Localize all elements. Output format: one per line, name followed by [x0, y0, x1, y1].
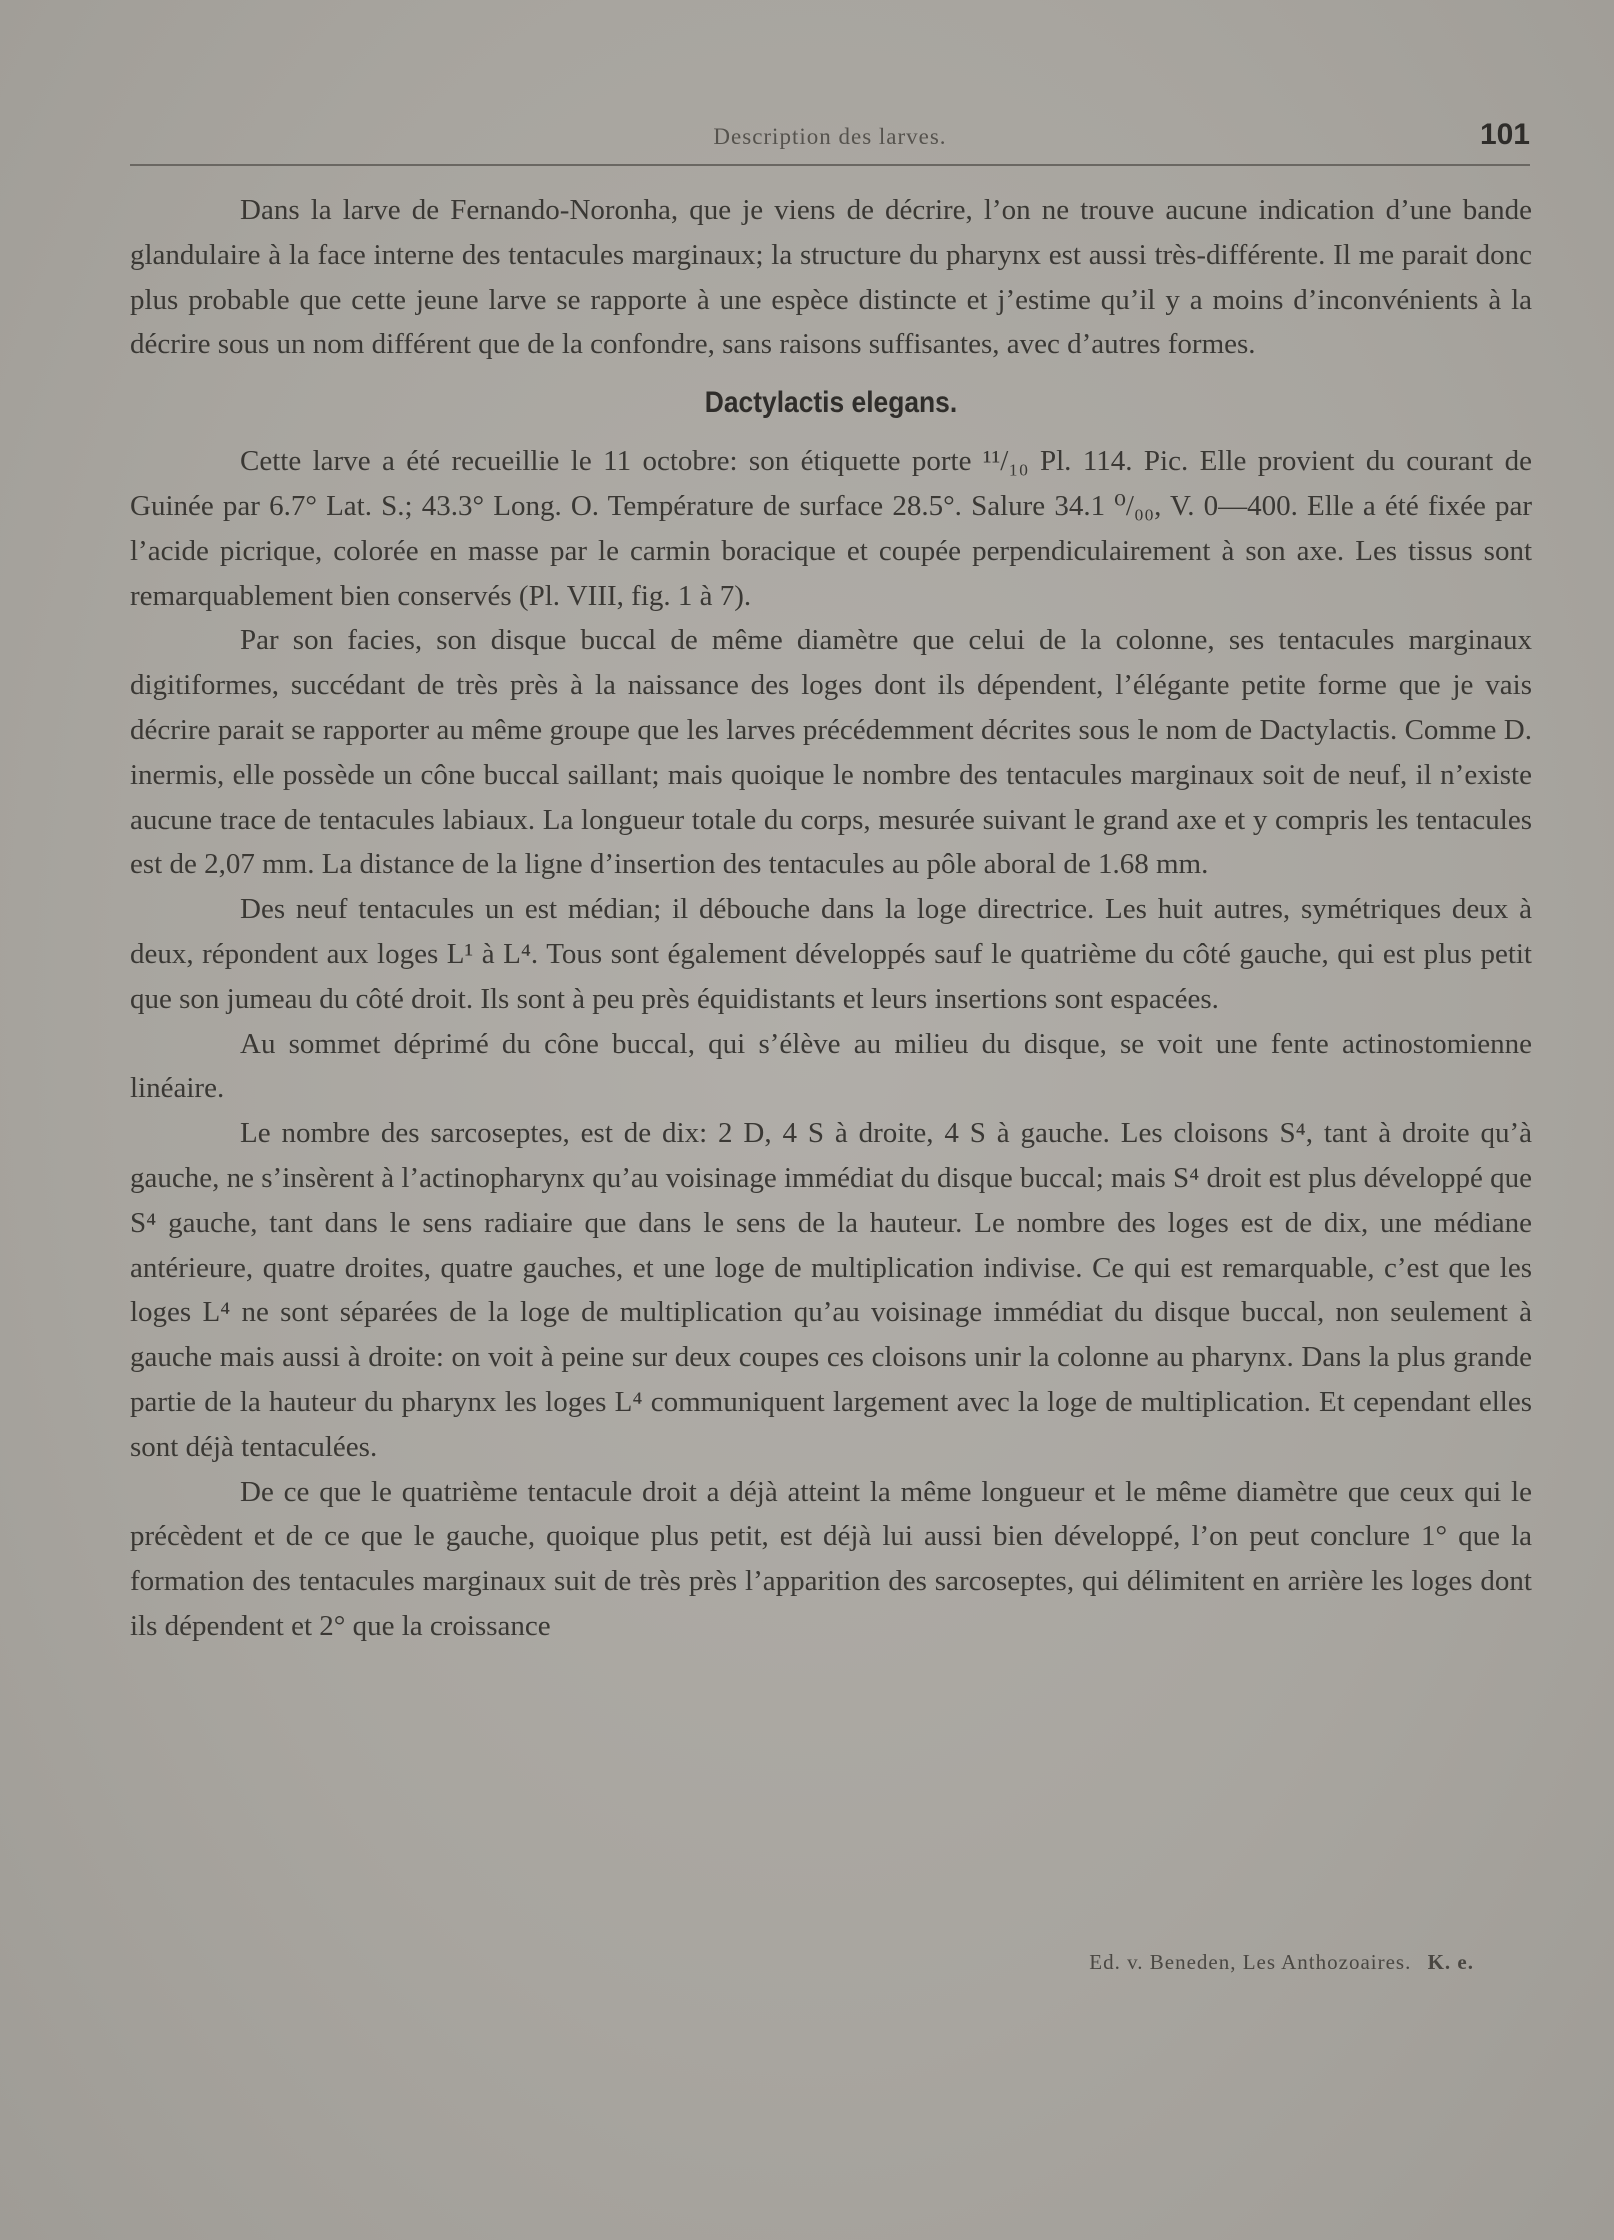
body-text	[130, 188, 1532, 1649]
signature-mark: K. e.	[1427, 1950, 1474, 1974]
page-header	[130, 118, 1530, 166]
footer-citation-line	[1089, 1950, 1474, 1975]
paragraph-4: Des neuf tentacules un est médian; il débouche dans la loge directrice. Les huit autres, symétriques deux à deux, répondent aux loges L¹ à L⁴. Tous sont également développés sauf le quatrième du côté gauche, qui est plus petit que son jumeau du côté droit. Ils sont à peu près équidistants et leurs insertions sont espacées.	[130, 893, 1532, 1015]
page-number: 101	[1479, 118, 1530, 151]
paragraph-7: De ce que le quatrième tentacule droit a déjà atteint la même longueur et le même diamètre que ceux qui le précèdent et de ce que le gauche, quoique plus petit, est déjà lui aussi bien développé, l’on peut conclure 1° que la formation des tentacules marginaux suit de très près l’apparition des sarcoseptes, qui délimitent en arrière les loges dont ils dépendent et 2° que la croissance	[130, 1475, 1532, 1642]
paragraph-6: Le nombre des sarcoseptes, est de dix: 2 D, 4 S à droite, 4 S à gauche. Les cloisons S⁴, tant à droite qu’à gauche, ne s’insèrent à l’actinopharynx qu’au voisinage immédiat du disque buccal; mais S⁴ droit est plus développé que S⁴ gauche, tant dans le sens radiaire que dans le sens de la hauteur. Le nombre des loges est de dix, une médiane antérieure, quatre droites, quatre gauches, et une loge de multiplication indivise. Ce qui est remarquable, c’est que les loges L⁴ ne sont séparées de la loge de multiplication qu’au voisinage immédiat du disque buccal, non seulement à gauche mais aussi à droite: on voit à peine sur deux coupes ces cloisons unir la colonne au pharynx. Dans la plus grande partie de la hauteur du pharynx les loges L⁴ communiquent largement avec la loge de multiplication. Et cependant elles sont déjà tentaculées.	[130, 1117, 1532, 1463]
paragraph-3: Par son facies, son disque buccal de même diamètre que celui de la colonne, ses tentacules marginaux digitiformes, succédant de très près à la naissance des loges dont ils dépendent, l’élégante petite forme que je vais décrire parait se rapporter au même groupe que les larves précédemment décrites sous le nom de Dactylactis. Comme D. inermis, elle possède un cône buccal saillant; mais quoique le nombre des tentacules marginaux soit de neuf, il n’existe aucune trace de tentacules labiaux. La longueur totale du corps, mesurée suivant le grand axe et y compris les tentacules est de 2,07 mm. La distance de la ligne d’insertion des tentacules au pôle aboral de 1.68 mm.	[130, 624, 1532, 881]
section-heading: Dactylactis elegans.	[704, 386, 958, 420]
footer-citation: Ed. v. Beneden, Les Anthozoaires.	[1089, 1950, 1412, 1974]
running-title: Description des larves.	[713, 124, 947, 149]
paragraph-2: Cette larve a été recueillie le 11 octobre: son étiquette porte ¹¹/₁₀ Pl. 114. Pic. Elle provient du courant de Guinée par 6.7° Lat. S.; 43.3° Long. O. Température de surface 28.5°. Salure 34.1 ⁰/₀₀, V. 0—400. Elle a été fixée par l’acide picrique, colorée en masse par le carmin boracique et coupée perpendiculairement à son axe. Les tissus sont remarquablement bien conservés (Pl. VIII, fig. 1 à 7).	[130, 445, 1532, 612]
paragraph-5: Au sommet déprimé du cône buccal, qui s’élève au milieu du disque, se voit une fente actinostomienne linéaire.	[130, 1027, 1532, 1105]
paragraph-1: Dans la larve de Fernando-Noronha, que je viens de décrire, l’on ne trouve aucune indication d’une bande glandulaire à la face interne des tentacules marginaux; la structure du pharynx est aussi très-différente. Il me parait donc plus probable que cette jeune larve se rapporte à une espèce distincte et j’estime qu’il y a moins d’inconvénients à la décrire sous un nom différent que de la confondre, sans raisons suffisantes, avec d’autres formes.	[130, 194, 1532, 361]
